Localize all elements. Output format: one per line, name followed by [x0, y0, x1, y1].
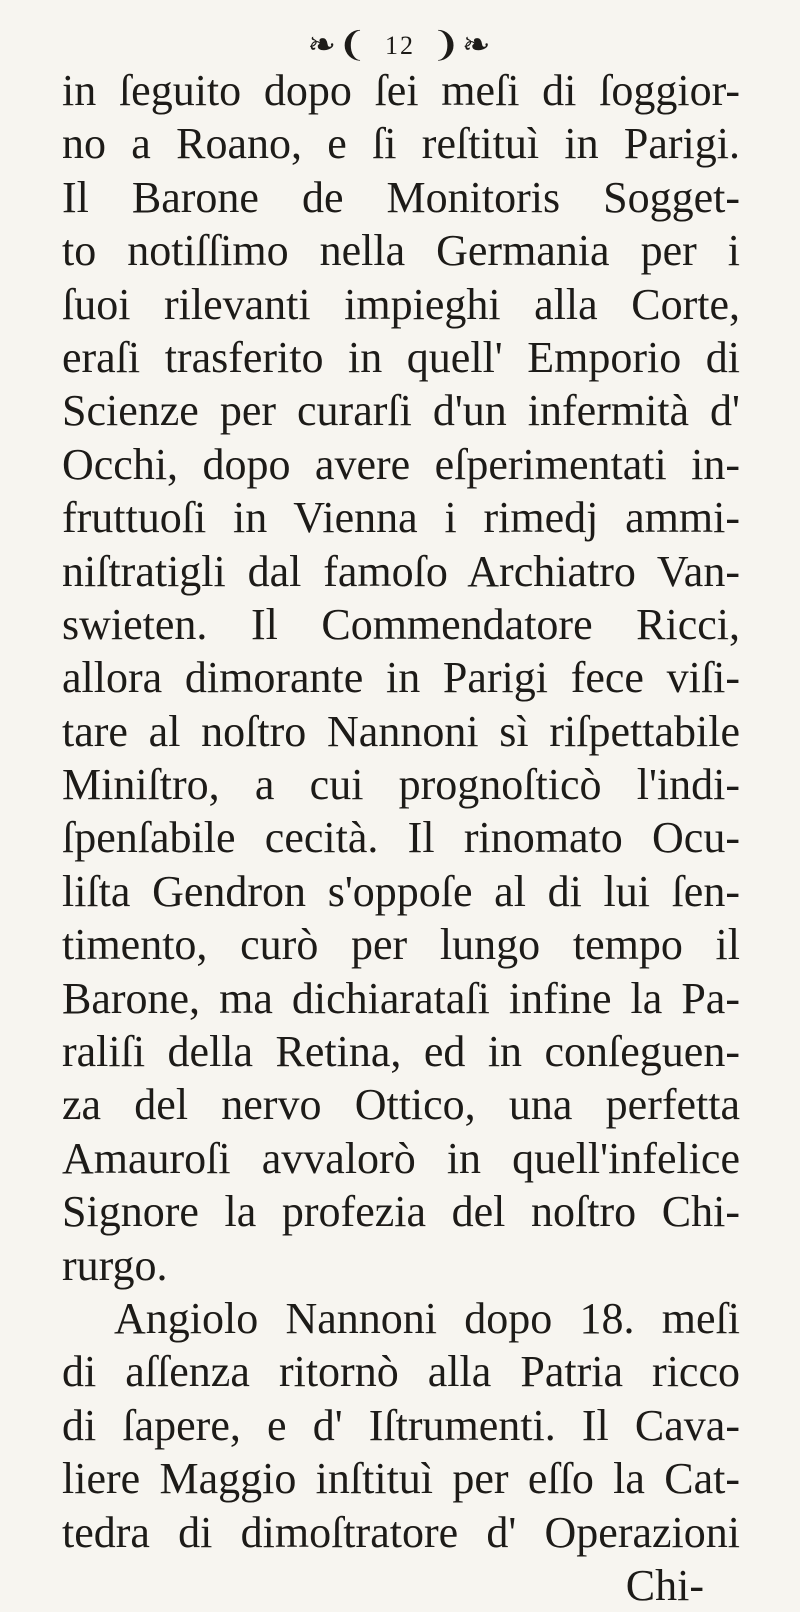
- text-line: ſpenſabile cecità. Il rinomato Ocu-: [62, 813, 740, 863]
- text-line: Il Barone de Monitoris Sogget-: [62, 172, 740, 222]
- text-line: di aſſenza ritornò alla Patria ricco: [62, 1347, 740, 1397]
- text-line: Barone, ma dichiarataſi infine la Pa-: [62, 973, 740, 1023]
- text-line: Signore la profezia del noſtro Chi-: [62, 1187, 740, 1237]
- text-line: to notiſſimo nella Germania per i: [62, 226, 740, 276]
- text-line: timento, curò per lungo tempo il: [62, 920, 740, 970]
- text-line: swieten. Il Commendatore Ricci,: [62, 599, 740, 649]
- text-line: tare al noſtro Nannoni sì riſpettabile: [62, 706, 740, 756]
- text-line: Amauroſi avvalorò in quell'infelice: [62, 1133, 740, 1183]
- text-line: liere Maggio inſtituì per eſſo la Cat-: [62, 1454, 740, 1504]
- text-line: tedra di dimoſtratore d' Operazioni: [62, 1507, 740, 1557]
- ornament-right-icon: ❩❧: [431, 27, 493, 65]
- text-line: liſta Gendron s'oppoſe al di lui ſen-: [62, 866, 740, 916]
- body-text: [62, 64, 740, 1612]
- text-line: Miniſtro, a cui prognoſticò l'indi-: [62, 760, 740, 810]
- page-number: 12: [385, 31, 415, 61]
- text-line: za del nervo Ottico, una perfetta: [62, 1080, 740, 1130]
- text-line: Occhi, dopo avere eſperimentati in-: [62, 439, 740, 489]
- text-line: ſuoi rilevanti impieghi alla Corte,: [62, 279, 740, 329]
- text-line: no a Roano, e ſi reſtituì in Parigi.: [62, 119, 740, 169]
- catchword: Chi-: [625, 1560, 704, 1610]
- text-line-paragraph-start: Angiolo Nannoni dopo 18. meſi: [114, 1293, 740, 1343]
- text-line: allora dimorante in Parigi fece viſi-: [62, 653, 740, 703]
- ornament-left-icon: ❧❨: [307, 27, 369, 65]
- text-line: di ſapere, e d' Iſtrumenti. Il Cava-: [62, 1400, 740, 1450]
- text-line: niſtratigli dal famoſo Archiatro Van-: [62, 546, 740, 596]
- text-line: Scienze per curarſi d'un infermità d': [62, 386, 740, 436]
- text-line: in ſeguito dopo ſei meſi di ſoggior-: [62, 66, 740, 115]
- text-line-paragraph-end: rurgo.: [62, 1240, 168, 1290]
- text-line: raliſi della Retina, ed in conſeguen-: [62, 1027, 740, 1077]
- text-line: fruttuoſi in Vienna i rimedj ammi-: [62, 493, 740, 543]
- text-line: eraſi trasferito in quell' Emporio di: [62, 332, 740, 382]
